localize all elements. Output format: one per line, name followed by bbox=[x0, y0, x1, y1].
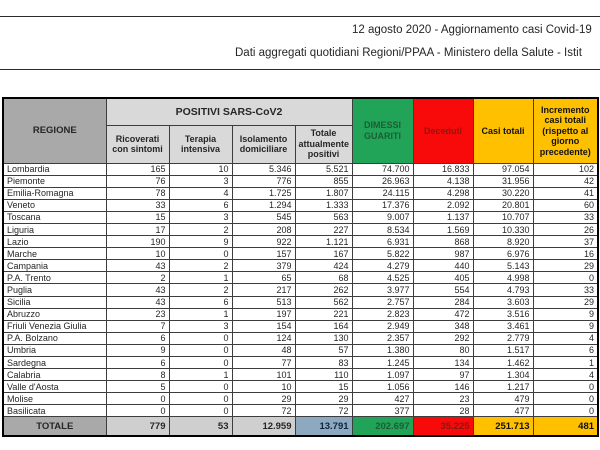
value-cell: 477 bbox=[473, 405, 533, 417]
column-header-totale-positivi: Totale attualmente positivi bbox=[295, 125, 352, 163]
value-cell: 31.956 bbox=[473, 175, 533, 187]
value-cell: 15 bbox=[106, 211, 169, 223]
value-cell: 4.138 bbox=[413, 175, 473, 187]
value-cell: 72 bbox=[295, 405, 352, 417]
region-name-cell: Friuli Venezia Giulia bbox=[3, 320, 106, 332]
total-incremento: 481 bbox=[533, 417, 598, 436]
total-isolamento: 12.959 bbox=[232, 417, 295, 436]
value-cell: 33 bbox=[106, 199, 169, 211]
table-row bbox=[3, 248, 598, 260]
value-cell: 1.807 bbox=[295, 187, 352, 199]
value-cell: 1.137 bbox=[413, 211, 473, 223]
value-cell: 2.779 bbox=[473, 332, 533, 344]
table-row bbox=[3, 296, 598, 308]
value-cell: 0 bbox=[169, 332, 232, 344]
value-cell: 167 bbox=[295, 248, 352, 260]
value-cell: 6.976 bbox=[473, 248, 533, 260]
region-name-cell: Piemonte bbox=[3, 175, 106, 187]
value-cell: 4 bbox=[533, 332, 598, 344]
value-cell: 5.822 bbox=[352, 248, 413, 260]
total-terapia-intensiva: 53 bbox=[169, 417, 232, 436]
value-cell: 545 bbox=[232, 211, 295, 223]
column-header-terapia-intensiva: Terapia intensiva bbox=[169, 125, 232, 163]
value-cell: 72 bbox=[232, 405, 295, 417]
value-cell: 80 bbox=[413, 344, 473, 356]
value-cell: 377 bbox=[352, 405, 413, 417]
value-cell: 1.380 bbox=[352, 344, 413, 356]
value-cell: 157 bbox=[232, 248, 295, 260]
region-name-cell: Lazio bbox=[3, 236, 106, 248]
value-cell: 17.376 bbox=[352, 199, 413, 211]
total-label: TOTALE bbox=[3, 417, 106, 436]
value-cell: 101 bbox=[232, 369, 295, 381]
value-cell: 16.833 bbox=[413, 163, 473, 175]
value-cell: 2 bbox=[169, 284, 232, 296]
value-cell: 0 bbox=[106, 405, 169, 417]
value-cell: 3.603 bbox=[473, 296, 533, 308]
value-cell: 424 bbox=[295, 260, 352, 272]
region-name-cell: Abruzzo bbox=[3, 308, 106, 320]
table-row bbox=[3, 260, 598, 272]
column-header-dimessi-guariti: DIMESSI GUARITI bbox=[352, 98, 413, 163]
value-cell: 1.569 bbox=[413, 223, 473, 235]
value-cell: 8.534 bbox=[352, 223, 413, 235]
column-header-deceduti: Deceduti bbox=[413, 98, 473, 163]
value-cell: 60 bbox=[533, 199, 598, 211]
value-cell: 8 bbox=[106, 369, 169, 381]
value-cell: 1.245 bbox=[352, 357, 413, 369]
table-row bbox=[3, 272, 598, 284]
value-cell: 3 bbox=[169, 175, 232, 187]
region-name-cell: Emilia-Romagna bbox=[3, 187, 106, 199]
value-cell: 24.115 bbox=[352, 187, 413, 199]
region-name-cell: Veneto bbox=[3, 199, 106, 211]
value-cell: 2.357 bbox=[352, 332, 413, 344]
value-cell: 217 bbox=[232, 284, 295, 296]
table-row bbox=[3, 284, 598, 296]
table-row bbox=[3, 175, 598, 187]
value-cell: 29 bbox=[533, 260, 598, 272]
value-cell: 1.725 bbox=[232, 187, 295, 199]
value-cell: 479 bbox=[473, 393, 533, 405]
value-cell: 1 bbox=[169, 272, 232, 284]
value-cell: 427 bbox=[352, 393, 413, 405]
value-cell: 1.294 bbox=[232, 199, 295, 211]
value-cell: 7 bbox=[106, 320, 169, 332]
value-cell: 29 bbox=[533, 296, 598, 308]
value-cell: 43 bbox=[106, 284, 169, 296]
value-cell: 3.977 bbox=[352, 284, 413, 296]
value-cell: 42 bbox=[533, 175, 598, 187]
value-cell: 97.054 bbox=[473, 163, 533, 175]
total-deceduti: 35.225 bbox=[413, 417, 473, 436]
value-cell: 3 bbox=[169, 320, 232, 332]
value-cell: 208 bbox=[232, 223, 295, 235]
value-cell: 77 bbox=[232, 357, 295, 369]
value-cell: 9 bbox=[169, 236, 232, 248]
value-cell: 284 bbox=[413, 296, 473, 308]
value-cell: 29 bbox=[295, 393, 352, 405]
region-name-cell: Sardegna bbox=[3, 357, 106, 369]
value-cell: 4.279 bbox=[352, 260, 413, 272]
total-row bbox=[3, 417, 598, 436]
value-cell: 10 bbox=[232, 381, 295, 393]
region-name-cell: Campania bbox=[3, 260, 106, 272]
value-cell: 868 bbox=[413, 236, 473, 248]
value-cell: 4.998 bbox=[473, 272, 533, 284]
value-cell: 262 bbox=[295, 284, 352, 296]
value-cell: 130 bbox=[295, 332, 352, 344]
value-cell: 3.461 bbox=[473, 320, 533, 332]
value-cell: 68 bbox=[295, 272, 352, 284]
value-cell: 26.963 bbox=[352, 175, 413, 187]
value-cell: 292 bbox=[413, 332, 473, 344]
value-cell: 1.304 bbox=[473, 369, 533, 381]
value-cell: 190 bbox=[106, 236, 169, 248]
value-cell: 16 bbox=[533, 248, 598, 260]
value-cell: 4 bbox=[533, 369, 598, 381]
value-cell: 2 bbox=[106, 272, 169, 284]
value-cell: 10 bbox=[106, 248, 169, 260]
value-cell: 0 bbox=[169, 248, 232, 260]
value-cell: 1 bbox=[533, 357, 598, 369]
table-row bbox=[3, 332, 598, 344]
value-cell: 0 bbox=[169, 357, 232, 369]
table-row bbox=[3, 211, 598, 223]
value-cell: 5 bbox=[106, 381, 169, 393]
region-name-cell: P.A. Trento bbox=[3, 272, 106, 284]
value-cell: 0 bbox=[169, 344, 232, 356]
value-cell: 20.801 bbox=[473, 199, 533, 211]
value-cell: 221 bbox=[295, 308, 352, 320]
value-cell: 10.330 bbox=[473, 223, 533, 235]
value-cell: 74.700 bbox=[352, 163, 413, 175]
region-name-cell: Umbria bbox=[3, 344, 106, 356]
value-cell: 3.516 bbox=[473, 308, 533, 320]
column-header-isolamento: Isolamento domiciliare bbox=[232, 125, 295, 163]
value-cell: 43 bbox=[106, 260, 169, 272]
value-cell: 110 bbox=[295, 369, 352, 381]
table-row bbox=[3, 236, 598, 248]
region-name-cell: Puglia bbox=[3, 284, 106, 296]
value-cell: 0 bbox=[169, 405, 232, 417]
value-cell: 102 bbox=[533, 163, 598, 175]
column-header-casi-totali: Casi totali bbox=[473, 98, 533, 163]
report-title: 12 agosto 2020 - Aggiornamento casi Covid-19 bbox=[352, 24, 592, 36]
value-cell: 1.056 bbox=[352, 381, 413, 393]
total-ricoverati: 779 bbox=[106, 417, 169, 436]
table-row bbox=[3, 320, 598, 332]
column-header-regione: REGIONE bbox=[3, 98, 106, 163]
table-row bbox=[3, 223, 598, 235]
table-row bbox=[3, 405, 598, 417]
table-row bbox=[3, 369, 598, 381]
table-body bbox=[3, 163, 598, 417]
value-cell: 1 bbox=[169, 369, 232, 381]
value-cell: 9 bbox=[533, 308, 598, 320]
value-cell: 26 bbox=[533, 223, 598, 235]
value-cell: 83 bbox=[295, 357, 352, 369]
value-cell: 97 bbox=[413, 369, 473, 381]
value-cell: 2 bbox=[169, 260, 232, 272]
value-cell: 4.525 bbox=[352, 272, 413, 284]
value-cell: 2.757 bbox=[352, 296, 413, 308]
report-header bbox=[0, 16, 600, 70]
report-subtitle: Dati aggregati quotidiani Regioni/PPAA - Ministero della Salute - Istit bbox=[235, 47, 582, 59]
value-cell: 0 bbox=[533, 405, 598, 417]
value-cell: 29 bbox=[232, 393, 295, 405]
value-cell: 164 bbox=[295, 320, 352, 332]
value-cell: 33 bbox=[533, 211, 598, 223]
column-group-positivi-sars-cov2: POSITIVI SARS-CoV2 bbox=[106, 98, 352, 125]
value-cell: 0 bbox=[533, 381, 598, 393]
value-cell: 57 bbox=[295, 344, 352, 356]
value-cell: 165 bbox=[106, 163, 169, 175]
value-cell: 134 bbox=[413, 357, 473, 369]
column-header-ricoverati: Ricoverati con sintomi bbox=[106, 125, 169, 163]
region-name-cell: Valle d'Aosta bbox=[3, 381, 106, 393]
region-name-cell: Toscana bbox=[3, 211, 106, 223]
value-cell: 1.333 bbox=[295, 199, 352, 211]
value-cell: 554 bbox=[413, 284, 473, 296]
value-cell: 440 bbox=[413, 260, 473, 272]
value-cell: 10 bbox=[169, 163, 232, 175]
value-cell: 6 bbox=[106, 332, 169, 344]
region-name-cell: Calabria bbox=[3, 369, 106, 381]
region-name-cell: Liguria bbox=[3, 223, 106, 235]
value-cell: 76 bbox=[106, 175, 169, 187]
table-row bbox=[3, 163, 598, 175]
table-row bbox=[3, 393, 598, 405]
value-cell: 28 bbox=[413, 405, 473, 417]
value-cell: 1.517 bbox=[473, 344, 533, 356]
region-name-cell: Sicilia bbox=[3, 296, 106, 308]
value-cell: 5.521 bbox=[295, 163, 352, 175]
value-cell: 855 bbox=[295, 175, 352, 187]
value-cell: 6 bbox=[533, 344, 598, 356]
value-cell: 0 bbox=[533, 272, 598, 284]
value-cell: 0 bbox=[169, 393, 232, 405]
value-cell: 2.092 bbox=[413, 199, 473, 211]
value-cell: 6 bbox=[106, 357, 169, 369]
region-name-cell: Basilicata bbox=[3, 405, 106, 417]
value-cell: 6.931 bbox=[352, 236, 413, 248]
value-cell: 1.462 bbox=[473, 357, 533, 369]
value-cell: 8.920 bbox=[473, 236, 533, 248]
value-cell: 65 bbox=[232, 272, 295, 284]
value-cell: 9 bbox=[533, 320, 598, 332]
value-cell: 1 bbox=[169, 308, 232, 320]
region-name-cell: Lombardia bbox=[3, 163, 106, 175]
value-cell: 987 bbox=[413, 248, 473, 260]
value-cell: 37 bbox=[533, 236, 598, 248]
table-row bbox=[3, 381, 598, 393]
value-cell: 922 bbox=[232, 236, 295, 248]
value-cell: 17 bbox=[106, 223, 169, 235]
value-cell: 154 bbox=[232, 320, 295, 332]
value-cell: 23 bbox=[106, 308, 169, 320]
column-header-incremento: Incremento casi totali (rispetto al giorno precedente) bbox=[533, 98, 598, 163]
value-cell: 348 bbox=[413, 320, 473, 332]
value-cell: 6 bbox=[169, 199, 232, 211]
table-row bbox=[3, 357, 598, 369]
table-row bbox=[3, 308, 598, 320]
value-cell: 227 bbox=[295, 223, 352, 235]
value-cell: 146 bbox=[413, 381, 473, 393]
value-cell: 0 bbox=[106, 393, 169, 405]
value-cell: 48 bbox=[232, 344, 295, 356]
region-name-cell: Molise bbox=[3, 393, 106, 405]
value-cell: 41 bbox=[533, 187, 598, 199]
value-cell: 4.793 bbox=[473, 284, 533, 296]
total-casi-totali: 251.713 bbox=[473, 417, 533, 436]
value-cell: 23 bbox=[413, 393, 473, 405]
value-cell: 9.007 bbox=[352, 211, 413, 223]
value-cell: 3 bbox=[169, 211, 232, 223]
total-attualmente-positivi: 13.791 bbox=[295, 417, 352, 436]
region-name-cell: Marche bbox=[3, 248, 106, 260]
value-cell: 10.707 bbox=[473, 211, 533, 223]
value-cell: 0 bbox=[533, 393, 598, 405]
value-cell: 563 bbox=[295, 211, 352, 223]
value-cell: 33 bbox=[533, 284, 598, 296]
value-cell: 1.121 bbox=[295, 236, 352, 248]
value-cell: 5.346 bbox=[232, 163, 295, 175]
value-cell: 78 bbox=[106, 187, 169, 199]
value-cell: 0 bbox=[169, 381, 232, 393]
value-cell: 472 bbox=[413, 308, 473, 320]
value-cell: 513 bbox=[232, 296, 295, 308]
value-cell: 4.298 bbox=[413, 187, 473, 199]
region-name-cell: P.A. Bolzano bbox=[3, 332, 106, 344]
value-cell: 30.220 bbox=[473, 187, 533, 199]
value-cell: 124 bbox=[232, 332, 295, 344]
value-cell: 6 bbox=[169, 296, 232, 308]
value-cell: 197 bbox=[232, 308, 295, 320]
total-dimessi-guariti: 202.697 bbox=[352, 417, 413, 436]
value-cell: 2.823 bbox=[352, 308, 413, 320]
value-cell: 379 bbox=[232, 260, 295, 272]
value-cell: 562 bbox=[295, 296, 352, 308]
covid-data-table bbox=[2, 97, 599, 437]
value-cell: 1.217 bbox=[473, 381, 533, 393]
value-cell: 43 bbox=[106, 296, 169, 308]
value-cell: 9 bbox=[106, 344, 169, 356]
value-cell: 15 bbox=[295, 381, 352, 393]
value-cell: 776 bbox=[232, 175, 295, 187]
table-row bbox=[3, 187, 598, 199]
value-cell: 1.097 bbox=[352, 369, 413, 381]
value-cell: 5.143 bbox=[473, 260, 533, 272]
value-cell: 405 bbox=[413, 272, 473, 284]
table-row bbox=[3, 199, 598, 211]
value-cell: 2.949 bbox=[352, 320, 413, 332]
value-cell: 2 bbox=[169, 223, 232, 235]
value-cell: 4 bbox=[169, 187, 232, 199]
table-row bbox=[3, 344, 598, 356]
